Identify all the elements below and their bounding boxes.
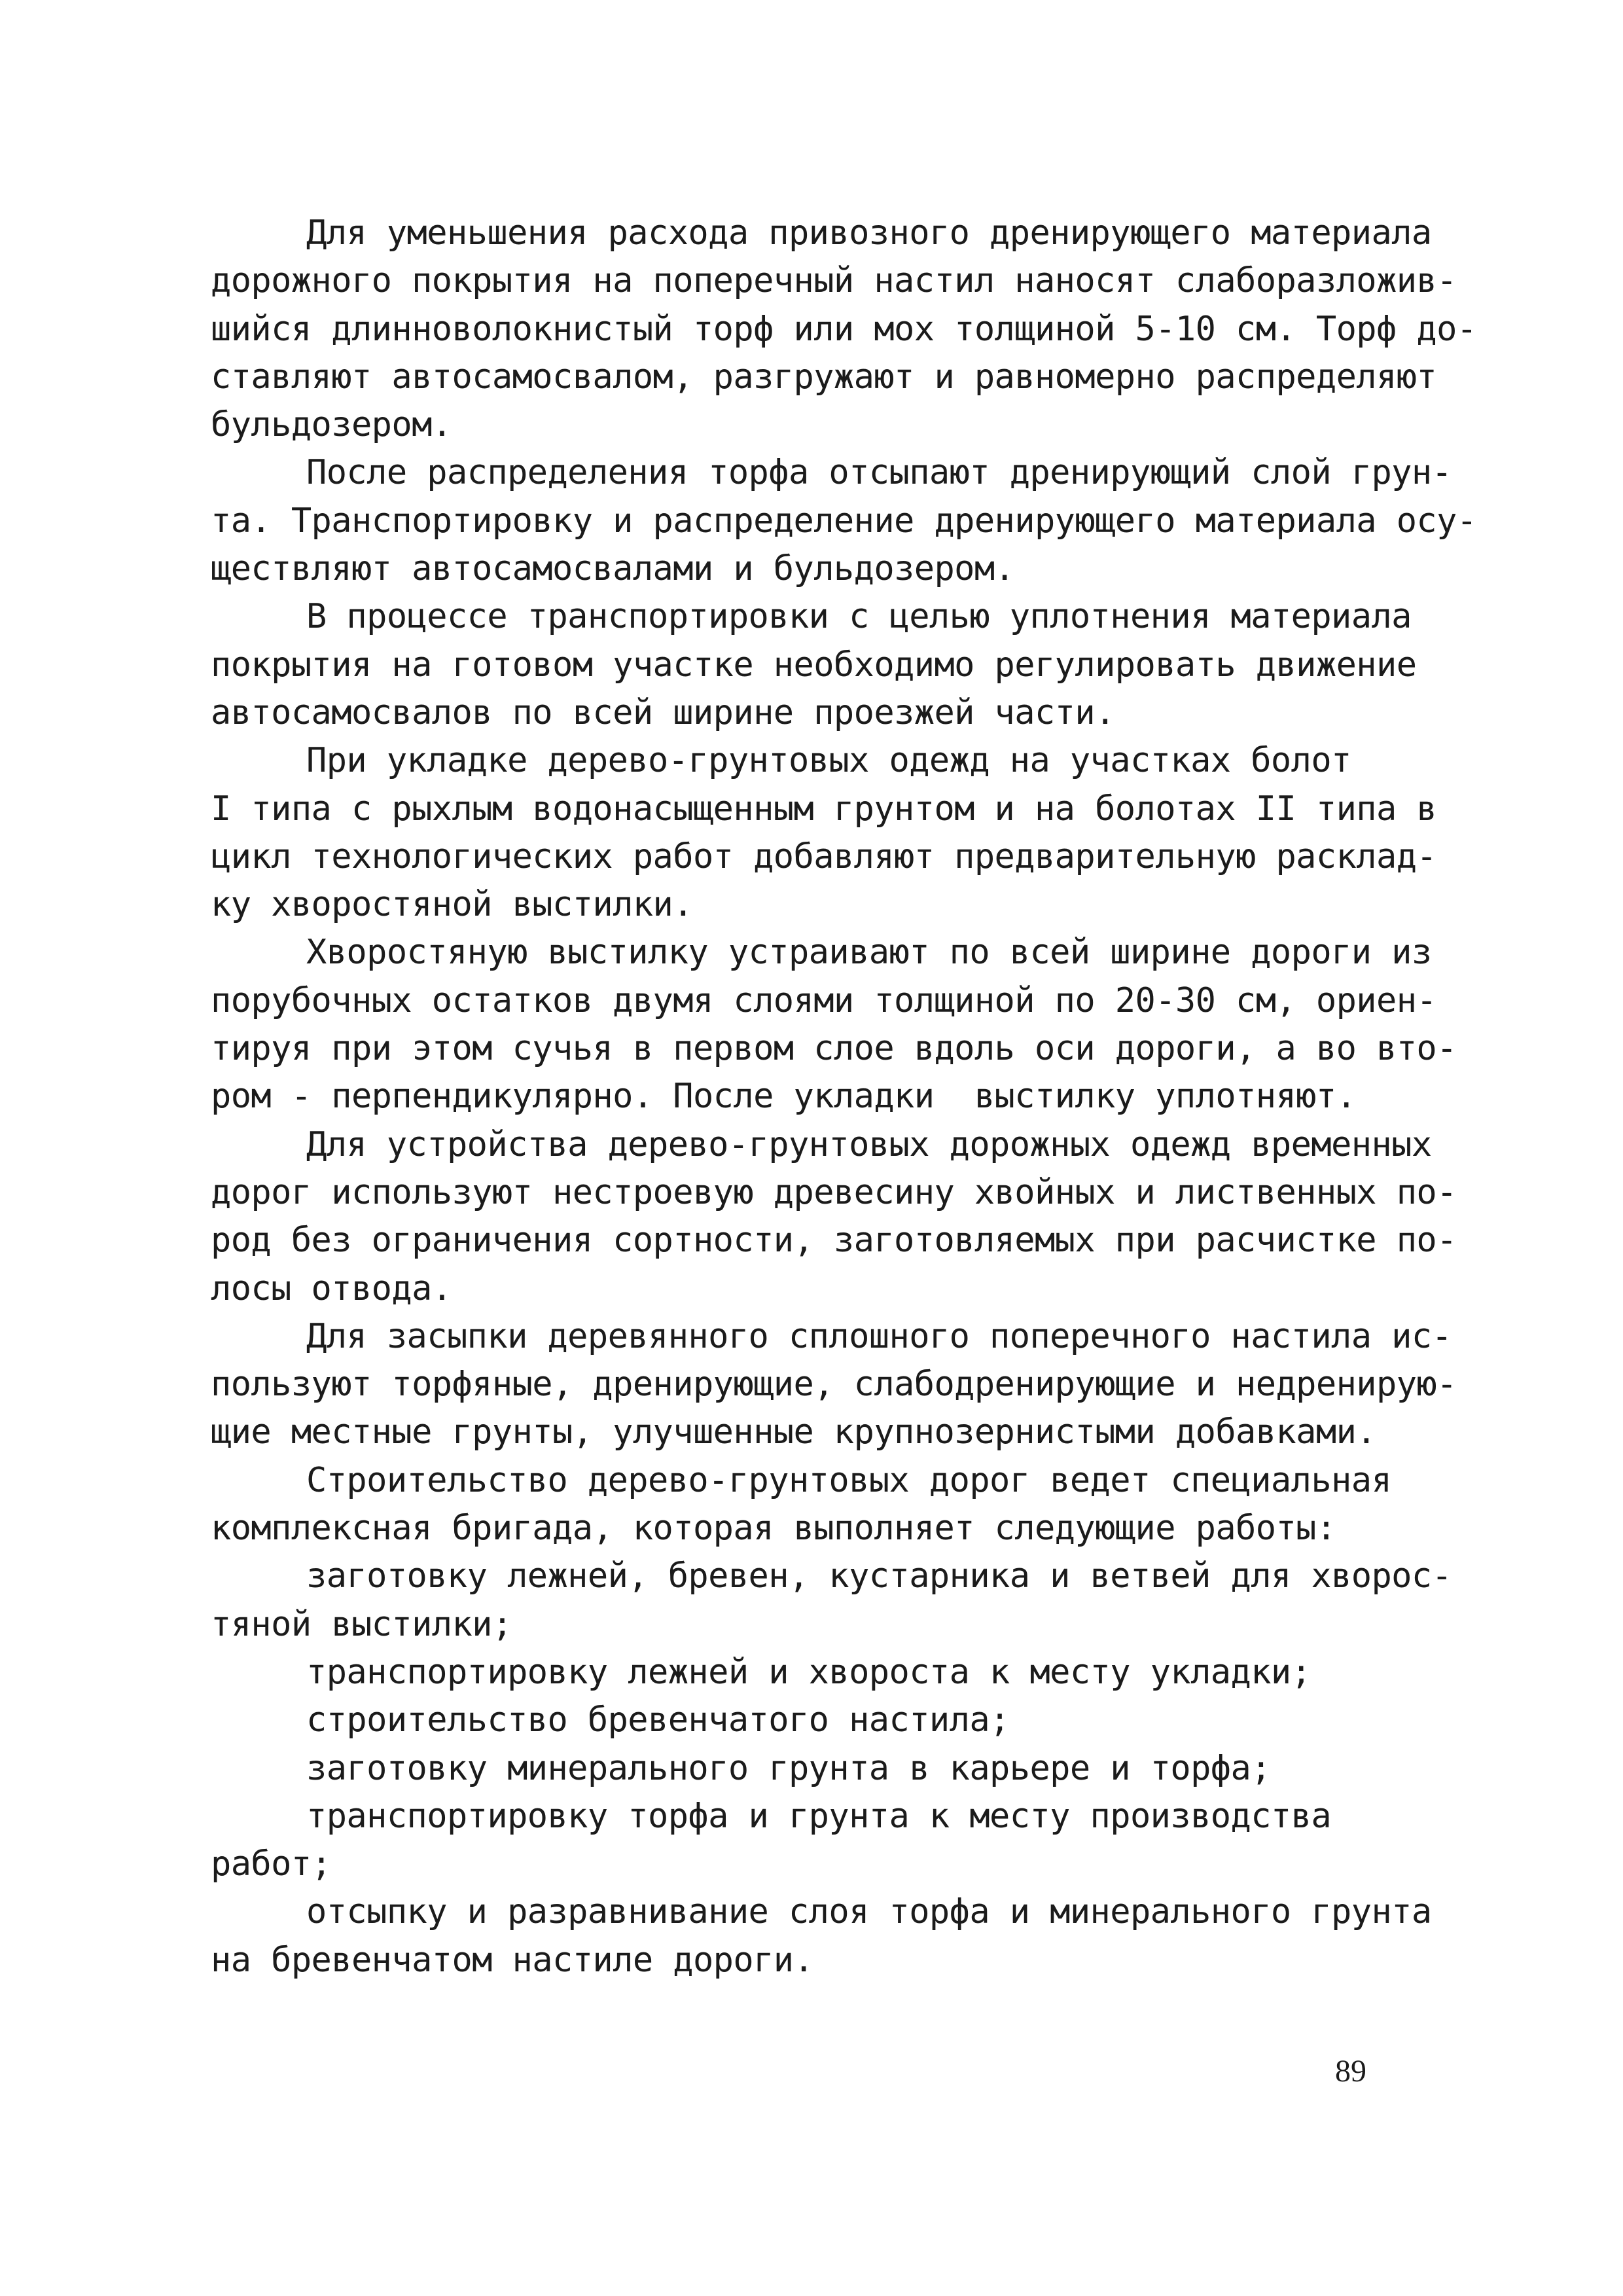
text-line: Строительство дерево-грунтовых дорог ведет специальная [306,1460,1392,1500]
text-line: Для уменьшения расхода привозного дренирующего материала [306,213,1432,253]
text-line: на бревенчатом настиле дороги. [211,1940,814,1980]
text-line: цикл технологических работ добавляют предварительную расклад- [211,836,1437,876]
text-line: бульдозером. [211,405,452,445]
text-line: автосамосвалов по всей ширине проезжей части. [211,692,1115,732]
text-line: род без ограничения сортности, заготовляемых при расчистке по- [211,1221,1457,1261]
text-line: транспортировку лежней и хвороста к месту укладки; [306,1652,1311,1692]
text-line: ку хворостяной выстилки. [211,885,693,925]
text-line: После распределения торфа отсыпают дренирующий слой грун- [306,453,1452,493]
text-line: I типа с рыхлым водонасыщенным грунтом и на болотах II типа в [211,789,1437,829]
text-line: комплексная бригада, которая выполняет следующие работы: [211,1509,1336,1549]
text-line: заготовку минерального грунта в карьере и торфа; [306,1748,1271,1788]
text-line: В процессе транспортировки с целью уплотнения материала [306,597,1412,637]
text-line: Для засыпки деревянного сплошного поперечного настила ис- [306,1316,1452,1356]
text-line: Хворостяную выстилку устраивают по всей ширине дороги из [306,933,1432,973]
text-line: работ; [211,1844,332,1884]
text-line: ром - перпендикулярно. После укладки выстилку уплотняют. [211,1077,1357,1117]
text-line: транспортировку торфа и грунта к месту производства [306,1796,1332,1836]
text-line: щие местные грунты, улучшенные крупнозернистыми добавками. [211,1412,1376,1452]
text-line: ществляют автосамосвалами и бульдозером. [211,549,1015,589]
text-line: та. Транспортировку и распределение дренирующего материала осу- [211,501,1477,541]
text-line: тяной выстилки; [211,1604,512,1644]
text-line: тируя при этом сучья в первом слое вдоль оси дороги, а во вто- [211,1029,1457,1069]
text-line: При укладке дерево-грунтовых одежд на участках болот [306,741,1351,781]
text-line: шийся длинноволокнистый торф или мох толщиной 5-10 см. Торф до- [211,309,1477,349]
text-line: ставляют автосамосвалом, разгружают и равномерно распределяют [211,357,1437,397]
text-line: пользуют торфяные, дренирующие, слабодренирующие и недренирую- [211,1365,1457,1405]
text-line: заготовку лежней, бревен, кустарника и ветвей для хворос- [306,1556,1452,1596]
text-line: дорог используют нестроевую древесину хвойных и лиственных по- [211,1172,1457,1212]
text-line: отсыпку и разравнивание слоя торфа и минерального грунта [306,1892,1432,1932]
text-line: порубочных остатков двумя слоями толщиной по 20-30 см, ориен- [211,980,1437,1020]
body-text [211,209,1477,1984]
text-line: Для устройства дерево-грунтовых дорожных одежд временных [306,1124,1432,1164]
text-line: строительство бревенчатого настила; [306,1700,1010,1740]
text-line: дорожного покрытия на поперечный настил наносят слаборазложив- [211,261,1457,301]
text-line: лосы отвода. [211,1268,452,1308]
text-line: покрытия на готовом участке необходимо регулировать движение [211,645,1417,685]
page-number: 89 [1335,2054,1366,2089]
